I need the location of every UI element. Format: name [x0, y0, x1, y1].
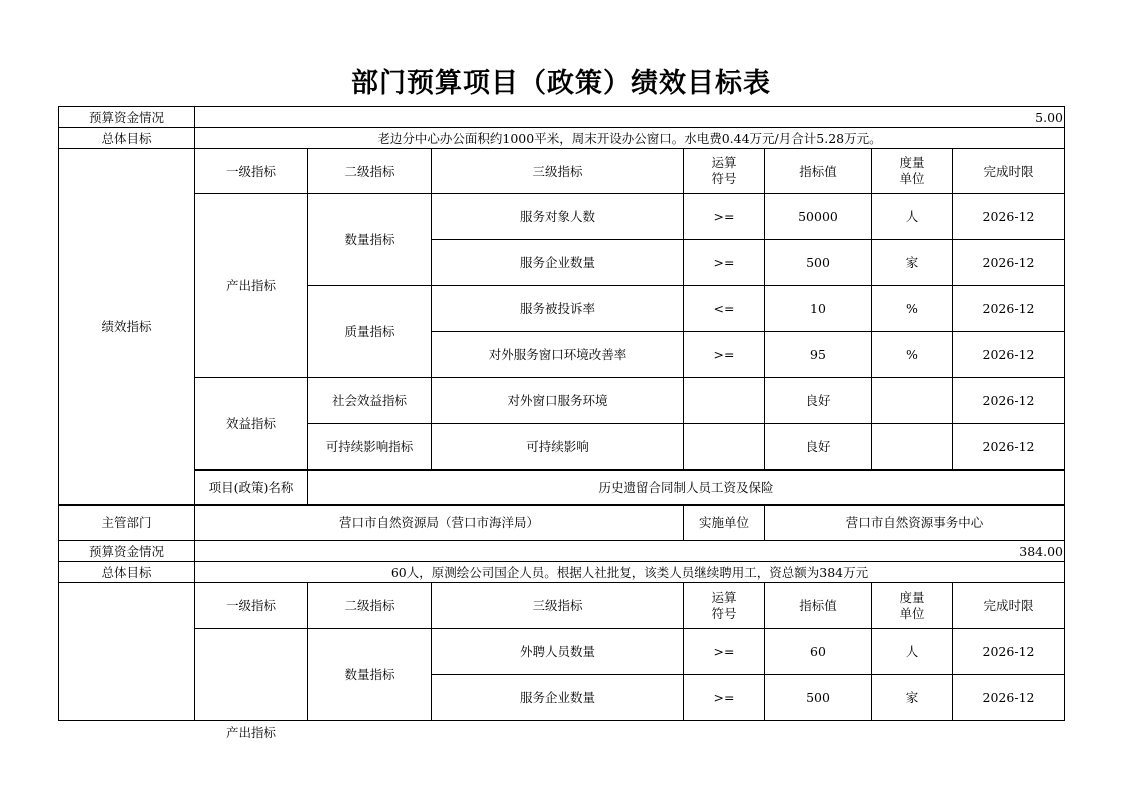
impl-label: 实施单位: [684, 505, 765, 541]
header-value: 指标值: [765, 149, 872, 194]
value-cell: 500: [765, 240, 872, 286]
header-level1: 一级指标: [195, 583, 308, 629]
dept-label: 主管部门: [59, 505, 195, 541]
unit-cell: 人: [872, 194, 953, 240]
indicator-header-row: [59, 149, 1065, 194]
table-row: [59, 194, 1065, 240]
header-level3: 三级指标: [432, 583, 684, 629]
deadline-cell: 2026-12: [953, 240, 1065, 286]
goal-label: 总体目标: [59, 562, 195, 583]
header-unit: 度量单位: [899, 155, 925, 186]
operator-cell: >=: [684, 240, 765, 286]
level2-cell: 数量指标: [308, 629, 432, 721]
header-deadline: 完成时限: [953, 149, 1065, 194]
value-cell: 良好: [765, 424, 872, 470]
operator-cell: [684, 378, 765, 424]
deadline-cell: 2026-12: [953, 629, 1065, 675]
deadline-cell: 2026-12: [953, 286, 1065, 332]
deadline-cell: 2026-12: [953, 424, 1065, 470]
unit-cell: 人: [872, 629, 953, 675]
header-operator: 运算符号: [711, 155, 737, 186]
unit-cell: 家: [872, 675, 953, 721]
unit-cell: 家: [872, 240, 953, 286]
value-cell: 良好: [765, 378, 872, 424]
goal-value: 60人，原测绘公司国企人员。根据人社批复，该类人员继续聘用工，资总额为384万元: [195, 562, 1065, 583]
goal-row: [59, 128, 1065, 149]
level3-cell: 可持续影响: [432, 424, 684, 470]
level2-cell: 可持续影响指标: [308, 424, 432, 470]
level3-cell: 服务企业数量: [432, 675, 684, 721]
level3-cell: 服务被投诉率: [432, 286, 684, 332]
unit-cell: [872, 424, 953, 470]
header-level2: 二级指标: [308, 149, 432, 194]
performance-table-sheet: [58, 106, 1064, 740]
level1-label: 产出指标: [225, 725, 276, 740]
header-level2: 二级指标: [308, 583, 432, 629]
deadline-cell: 2026-12: [953, 332, 1065, 378]
level2-cell: 社会效益指标: [308, 378, 432, 424]
unit-cell: %: [872, 332, 953, 378]
goal-value: 老边分中心办公面积约1000平米，周末开设办公窗口。水电费0.44万元/月合计5.28万元。: [195, 128, 1065, 149]
budget-value: 384.00: [195, 541, 1065, 562]
operator-cell: >=: [684, 629, 765, 675]
deadline-cell: 2026-12: [953, 675, 1065, 721]
header-level1: 一级指标: [195, 149, 308, 194]
page-title: 部门预算项目（政策）绩效目标表: [351, 68, 771, 99]
header-value: 指标值: [765, 583, 872, 629]
department-row: [59, 505, 1065, 541]
unit-cell: %: [872, 286, 953, 332]
level3-cell: 服务对象人数: [432, 194, 684, 240]
table-row: [59, 629, 1065, 675]
budget-label: 预算资金情况: [59, 541, 195, 562]
deadline-cell: 2026-12: [953, 194, 1065, 240]
dept-value: 营口市自然资源局（营口市海洋局）: [195, 505, 684, 541]
level1-cell: [195, 629, 308, 740]
header-deadline: 完成时限: [953, 583, 1065, 629]
level2-cell: 质量指标: [308, 286, 432, 378]
deadline-cell: 2026-12: [953, 378, 1065, 424]
level3-cell: 服务企业数量: [432, 240, 684, 286]
value-cell: 95: [765, 332, 872, 378]
header-operator: 运算符号: [711, 589, 737, 621]
goal-label: 总体目标: [59, 128, 195, 149]
level2-cell: 数量指标: [308, 194, 432, 286]
performance-table: [58, 106, 1065, 740]
operator-cell: >=: [684, 332, 765, 378]
perf-label-cell: [59, 583, 195, 721]
goal-row: [59, 562, 1065, 583]
value-cell: 50000: [765, 194, 872, 240]
budget-row: [59, 107, 1065, 128]
operator-cell: >=: [684, 675, 765, 721]
indicator-header-row: [59, 583, 1065, 629]
level3-cell: 外聘人员数量: [432, 629, 684, 675]
level3-cell: 对外窗口服务环境: [432, 378, 684, 424]
unit-cell: [872, 378, 953, 424]
project-name-row: [59, 470, 1065, 505]
value-cell: 500: [765, 675, 872, 721]
operator-cell: <=: [684, 286, 765, 332]
table-row: [59, 378, 1065, 424]
project-name-value: 历史遗留合同制人员工资及保险: [308, 470, 1065, 505]
budget-value: 5.00: [195, 107, 1065, 128]
value-cell: 60: [765, 629, 872, 675]
level1-cell: 效益指标: [195, 378, 308, 470]
level1-cell: 产出指标: [195, 194, 308, 378]
operator-cell: >=: [684, 194, 765, 240]
impl-value: 营口市自然资源事务中心: [765, 505, 1065, 541]
value-cell: 10: [765, 286, 872, 332]
project-name-label: 项目(政策)名称: [195, 470, 308, 505]
header-unit: 度量单位: [899, 589, 925, 621]
header-level3: 三级指标: [432, 149, 684, 194]
operator-cell: [684, 424, 765, 470]
level3-cell: 对外服务窗口环境改善率: [432, 332, 684, 378]
budget-row: [59, 541, 1065, 562]
budget-label: 预算资金情况: [59, 107, 195, 128]
perf-label: 绩效指标: [59, 149, 195, 505]
